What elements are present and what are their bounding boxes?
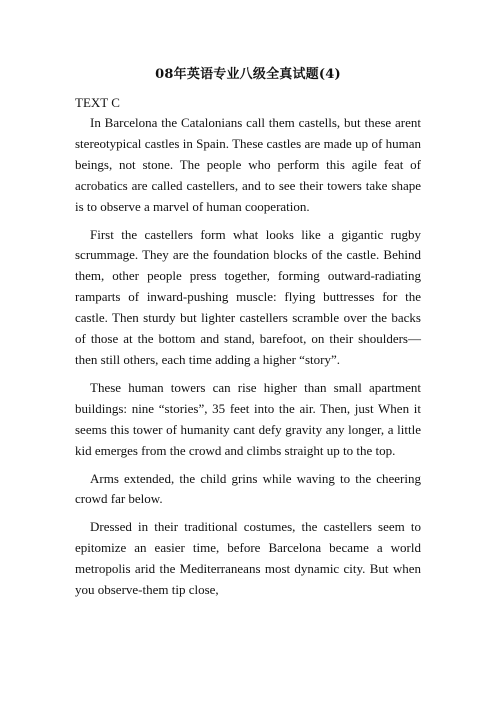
body-text — [75, 113, 421, 608]
paragraph: In Barcelona the Catalonians call them castells, but these arent stereotypical castles in Spain. These castles are made up of human beings, not stone. The people who perform this agile feat of acrobatics are called castellers, and to see their towers take shape is to observe a marvel of human cooperation. — [75, 115, 421, 214]
section-label: TEXT C — [75, 95, 120, 110]
document-title: 08年英语专业八级全真试题(4) — [155, 67, 341, 82]
paragraph: Arms extended, the child grins while waving to the cheering crowd far below. — [75, 470, 421, 507]
paragraph: These human towers can rise higher than small apartment buildings: nine “stories”, 35 feet into the air. Then, just When it seems this tower of humanity cant defy gravity any longer, a little kid emerges from the crowd and climbs straight up to the top. — [75, 379, 421, 458]
paragraph: First the castellers form what looks like a gigantic rugby scrummage. They are the foundation blocks of the castle. Behind them, other people press together, forming outward-radiating ramparts of inward-pushing muscle: flying buttresses for the castle. Then sturdy but lighter castellers scramble over the backs of those at the bottom and stand, barefoot, on their shoulders—then still others, each time adding a higher “story”. — [75, 226, 421, 367]
paragraph: Dressed in their traditional costumes, the castellers seem to epitomize an easier time, before Barcelona became a world metropolis arid the Mediterraneans most dynamic city. But when you observe-them tip close, — [75, 519, 421, 598]
